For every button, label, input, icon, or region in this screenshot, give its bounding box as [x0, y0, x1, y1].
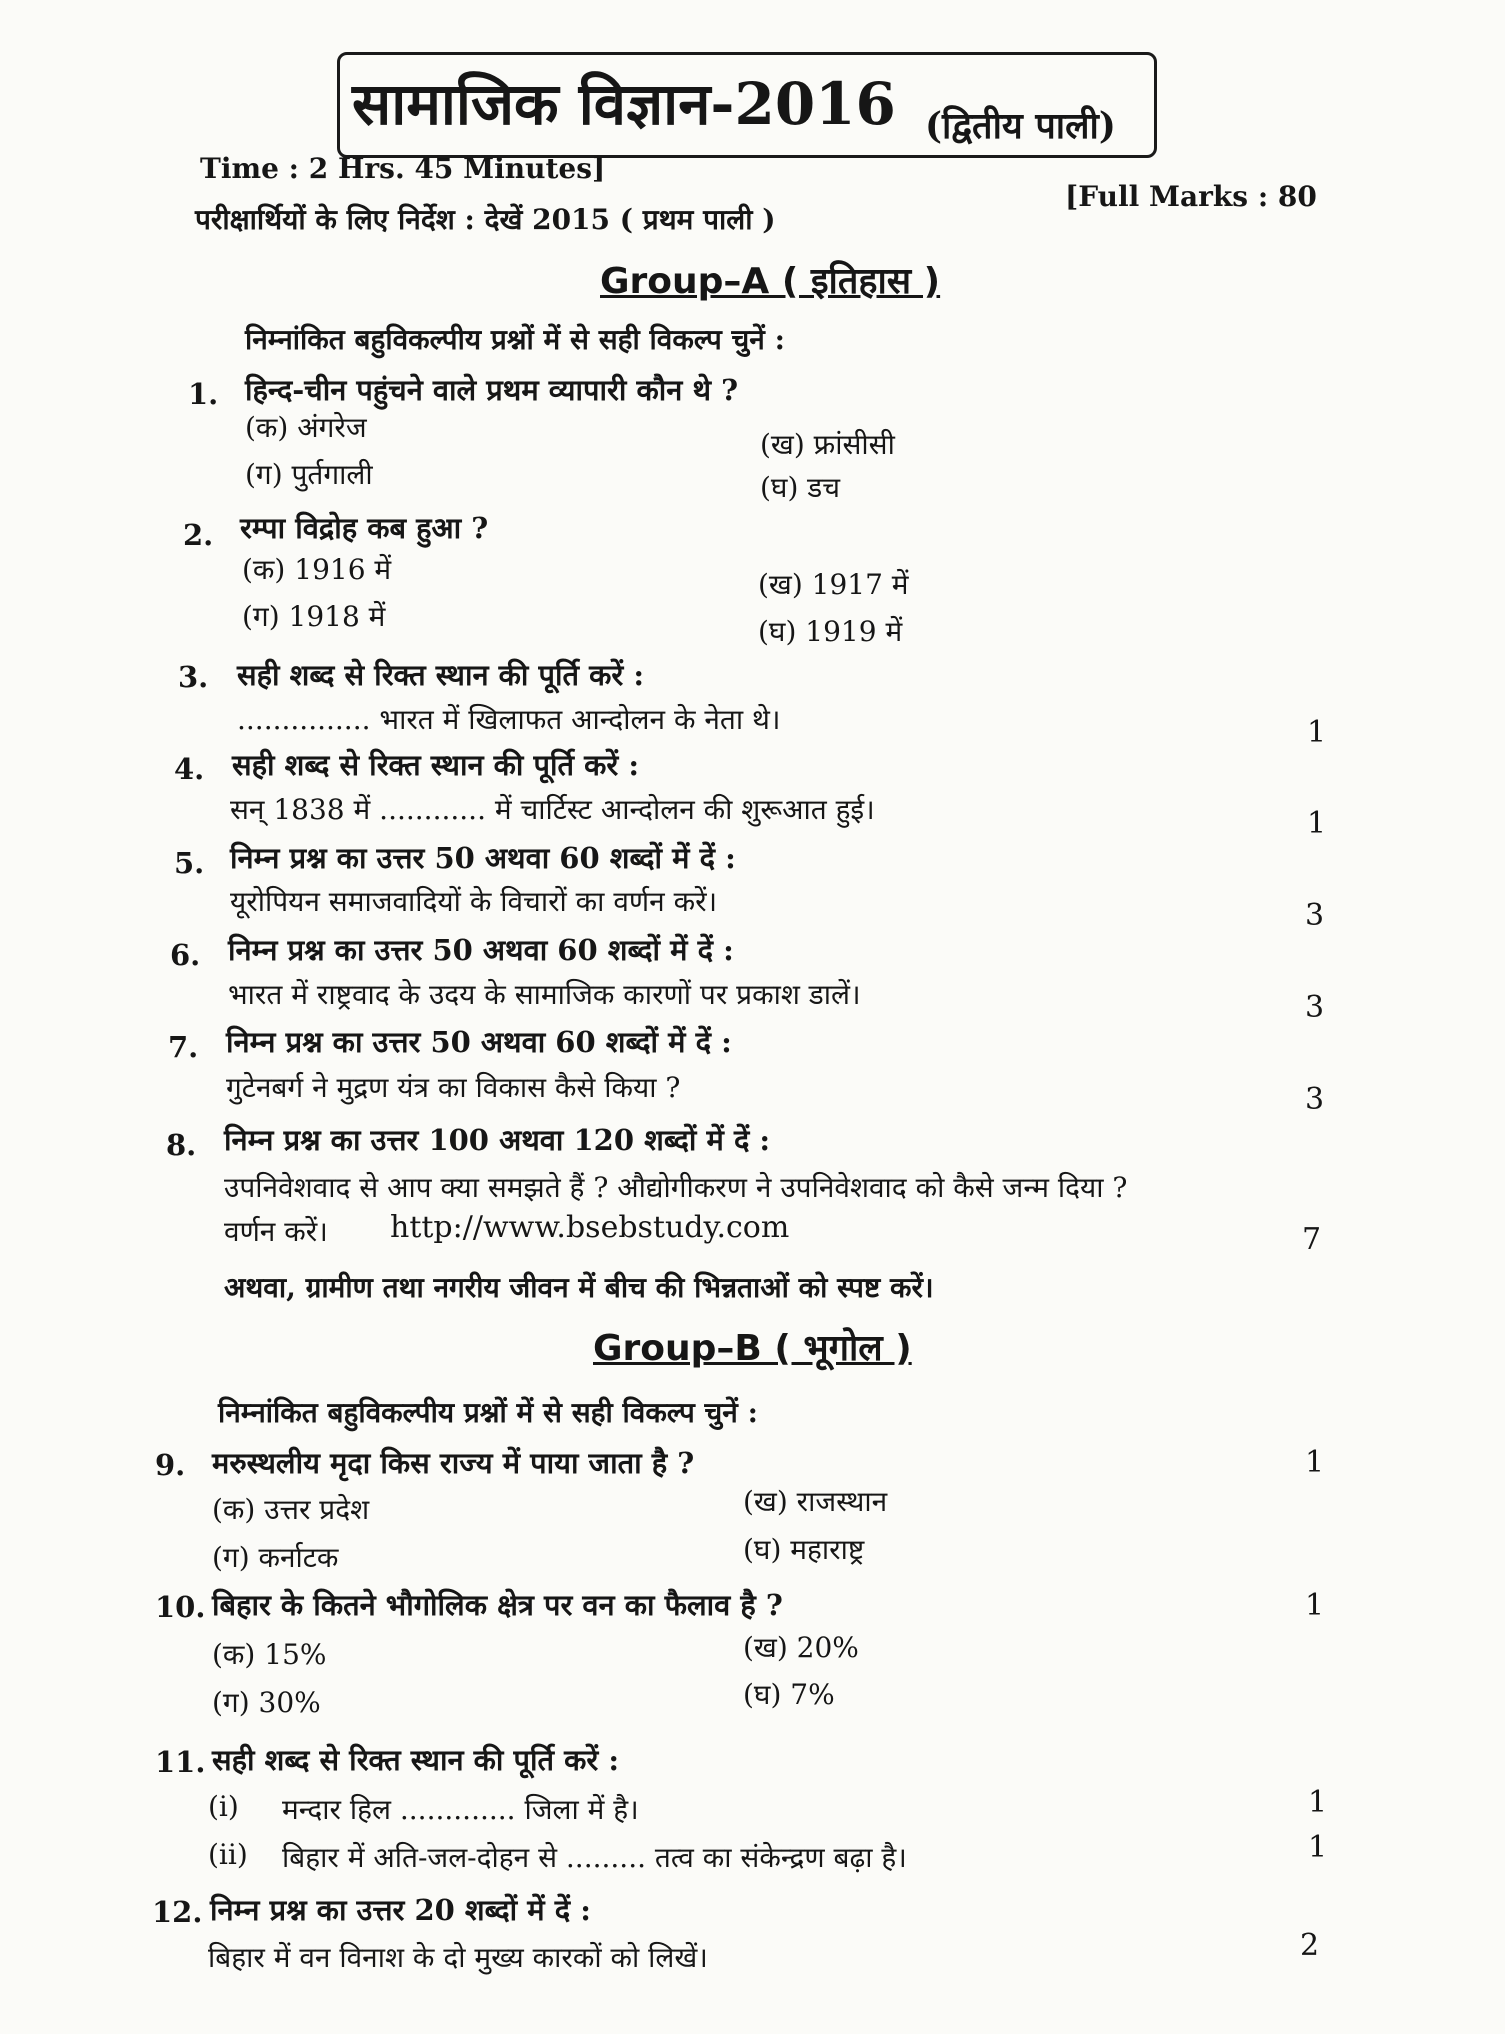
question-line: यूरोपियन समाजवादियों के विचारों का वर्णन करें।: [230, 885, 718, 918]
question-text: बिहार के कितने भौगोलिक क्षेत्र पर वन का फैलाव है ?: [212, 1588, 783, 1622]
option-d: (घ) डच: [760, 471, 841, 504]
question-number: 9.: [155, 1448, 186, 1482]
question-number: 12.: [152, 1895, 203, 1929]
full-marks: [Full Marks : 80: [1065, 180, 1317, 213]
question-text: सही शब्द से रिक्त स्थान की पूर्ति करें :: [212, 1743, 620, 1777]
question-line: उपनिवेशवाद से आप क्या समझते हैं ? औद्योगीकरण ने उपनिवेशवाद को कैसे जन्म दिया ?: [224, 1171, 1128, 1204]
question-number: 11.: [155, 1745, 206, 1779]
question-number: 3.: [178, 660, 209, 694]
option-a: (क) 1916 में: [242, 553, 392, 586]
time-label: Time : 2 Hrs. 45 Minutes]: [200, 152, 606, 185]
question-number: 1.: [188, 377, 219, 411]
shift-label: (द्वितीय पाली): [925, 105, 1116, 147]
question-number: 7.: [168, 1030, 199, 1064]
sub-question-text: बिहार में अति-जल-दोहन से ......... तत्व का संकेन्द्रण बढ़ा है।: [282, 1841, 907, 1874]
marks: 3: [1305, 990, 1325, 1025]
marks: 3: [1305, 1082, 1325, 1117]
question-number: 8.: [166, 1128, 197, 1162]
question-number: 10.: [155, 1590, 206, 1624]
sub-question-label: (ii): [208, 1838, 248, 1871]
question-line: भारत में राष्ट्रवाद के उदय के सामाजिक कारणों पर प्रकाश डालें।: [228, 978, 861, 1011]
group-a-heading: Group–A ( इतिहास ): [600, 261, 941, 302]
marks: 1: [1305, 1445, 1325, 1480]
option-a: (क) अंगरेज: [245, 411, 367, 444]
alternative-question: अथवा, ग्रामीण तथा नगरीय जीवन में बीच की भिन्नताओं को स्पष्ट करें।: [224, 1271, 934, 1304]
question-number: 2.: [183, 518, 214, 552]
question-line: बिहार में वन विनाश के दो मुख्य कारकों को लिखें।: [208, 1941, 708, 1974]
option-a: (क) 15%: [212, 1638, 327, 1671]
question-line: गुटेनबर्ग ने मुद्रण यंत्र का विकास कैसे किया ?: [226, 1071, 681, 1104]
option-b: (ख) 20%: [743, 1631, 859, 1664]
option-c: (ग) पुर्तगाली: [245, 458, 373, 491]
option-c: (ग) 1918 में: [242, 600, 386, 633]
question-number: 5.: [174, 846, 205, 880]
question-text: निम्न प्रश्न का उत्तर 20 शब्दों में दें :: [210, 1893, 591, 1927]
option-b: (ख) राजस्थान: [743, 1485, 888, 1518]
question-line: सन् 1838 में ............ में चार्टिस्ट आन्दोलन की शुरूआत हुई।: [230, 793, 875, 826]
option-a: (क) उत्तर प्रदेश: [212, 1493, 370, 1526]
question-text: निम्न प्रश्न का उत्तर 50 अथवा 60 शब्दों में दें :: [228, 933, 734, 967]
marks: 2: [1300, 1928, 1320, 1963]
page-title: सामाजिक विज्ञान-2016: [352, 70, 896, 138]
option-c: (ग) 30%: [212, 1686, 321, 1719]
question-text: मरुस्थलीय मृदा किस राज्य में पाया जाता है ?: [212, 1446, 695, 1480]
option-d: (घ) महाराष्ट्र: [743, 1533, 865, 1566]
website-url: http://www.bsebstudy.com: [390, 1210, 790, 1245]
sub-question-text: मन्दार हिल ............. जिला में है।: [282, 1793, 639, 1826]
group-b-heading: Group–B ( भूगोल ): [593, 1328, 912, 1369]
question-line: वर्णन करें।: [224, 1215, 328, 1248]
option-b: (ख) 1917 में: [758, 568, 909, 601]
question-text: हिन्द-चीन पहुंचने वाले प्रथम व्यापारी कौन थे ?: [245, 373, 739, 407]
option-b: (ख) फ्रांसीसी: [760, 428, 895, 461]
marks: 1: [1307, 715, 1327, 750]
question-text: सही शब्द से रिक्त स्थान की पूर्ति करें :: [232, 748, 640, 782]
option-d: (घ) 1919 में: [758, 615, 903, 648]
group-b-instruction: निम्नांकित बहुविकल्पीय प्रश्नों में से सही विकल्प चुनें :: [218, 1396, 758, 1429]
question-text: निम्न प्रश्न का उत्तर 50 अथवा 60 शब्दों में दें :: [226, 1025, 732, 1059]
marks: 1: [1305, 1588, 1325, 1623]
instructions: परीक्षार्थियों के लिए निर्देश : देखें 2015 ( प्रथम पाली ): [195, 203, 776, 236]
marks: 1: [1308, 1830, 1328, 1865]
sub-question-label: (i): [208, 1790, 239, 1823]
question-text: निम्न प्रश्न का उत्तर 100 अथवा 120 शब्दों में दें :: [224, 1123, 771, 1157]
question-text: सही शब्द से रिक्त स्थान की पूर्ति करें :: [237, 658, 645, 692]
question-line: ............... भारत में खिलाफत आन्दोलन के नेता थे।: [237, 703, 781, 736]
marks: 1: [1307, 806, 1327, 841]
group-a-instruction: निम्नांकित बहुविकल्पीय प्रश्नों में से सही विकल्प चुनें :: [245, 323, 785, 356]
question-number: 6.: [170, 938, 201, 972]
question-text: रम्पा विद्रोह कब हुआ ?: [240, 511, 489, 545]
option-d: (घ) 7%: [743, 1678, 835, 1711]
question-text: निम्न प्रश्न का उत्तर 50 अथवा 60 शब्दों में दें :: [230, 841, 736, 875]
question-number: 4.: [174, 752, 205, 786]
marks: 3: [1305, 898, 1325, 933]
marks: 1: [1308, 1785, 1328, 1820]
option-c: (ग) कर्नाटक: [212, 1541, 339, 1574]
marks: 7: [1302, 1222, 1322, 1257]
